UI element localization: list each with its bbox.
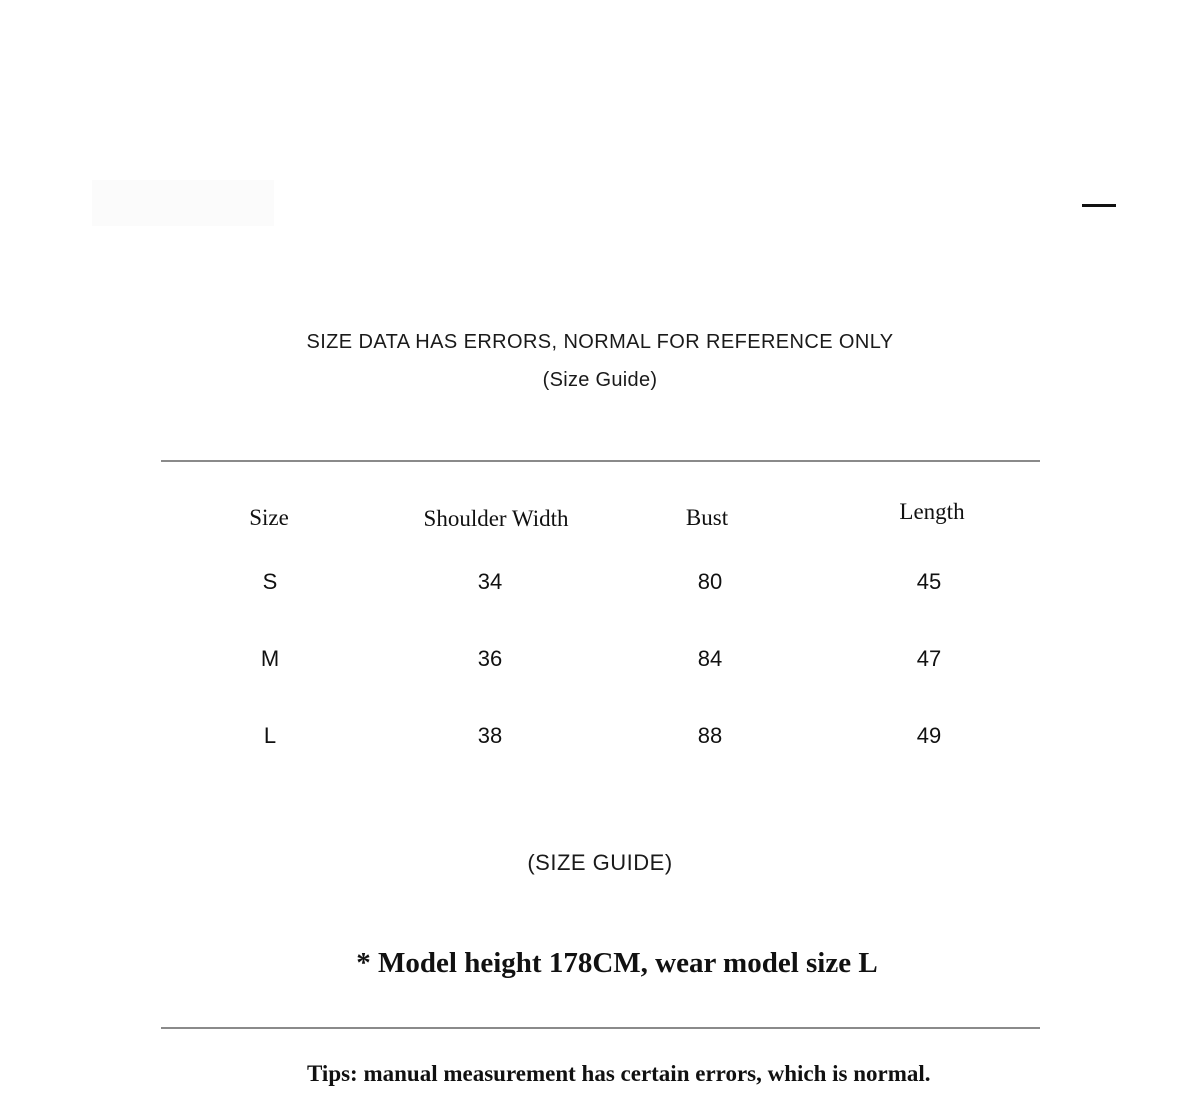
table-cell: 34 (477, 569, 503, 594)
size-guide-label: (SIZE GUIDE) (527, 850, 673, 875)
size-guide-subheading: (Size Guide) (542, 369, 658, 391)
column-header-length: Length (899, 499, 965, 524)
bottom-divider (161, 1027, 1040, 1029)
tips-text: Tips: manual measurement has certain errors, which is normal. (307, 1061, 931, 1086)
disclaimer-heading: SIZE DATA HAS ERRORS, NORMAL FOR REFERENCE ONLY (306, 331, 894, 353)
table-cell: 88 (697, 723, 723, 748)
table-cell: S (262, 569, 278, 594)
table-cell: 45 (916, 569, 942, 594)
table-cell: 36 (477, 646, 503, 671)
column-header-bust: Bust (685, 505, 729, 530)
table-cell: 80 (697, 569, 723, 594)
column-header-size: Size (249, 505, 289, 530)
column-header-shoulder-width: Shoulder Width (423, 506, 569, 531)
table-cell: 38 (477, 723, 503, 748)
table-cell: L (263, 723, 277, 748)
model-note: * Model height 178CM, wear model size L (356, 947, 878, 979)
table-cell: 49 (916, 723, 942, 748)
table-cell: 47 (916, 646, 942, 671)
table-cell: 84 (697, 646, 723, 671)
table-cell: M (260, 646, 280, 671)
